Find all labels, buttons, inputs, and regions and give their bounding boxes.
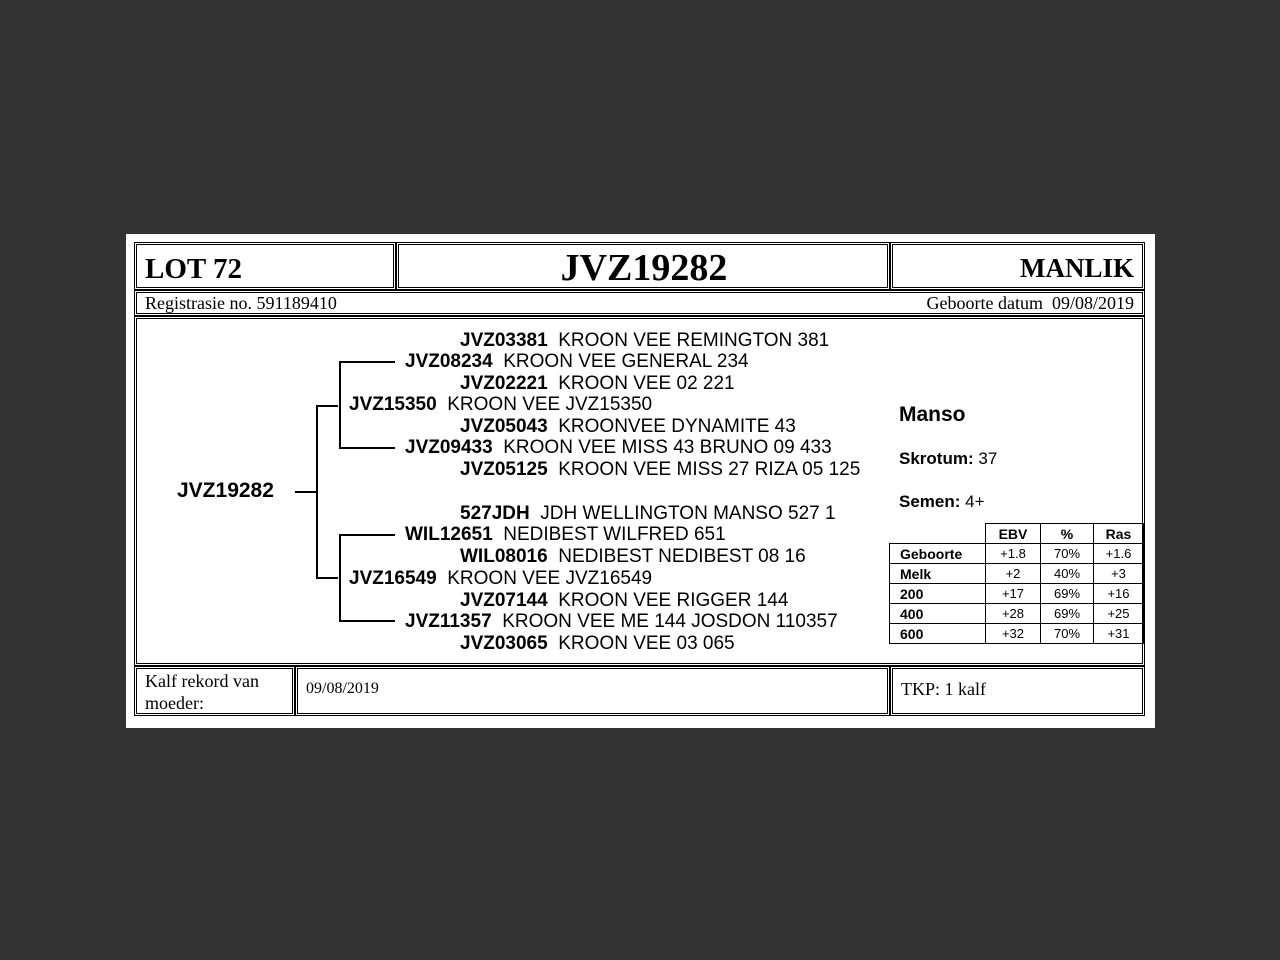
ebv-row-label: 400 xyxy=(890,604,986,624)
ebv-row-label: 600 xyxy=(890,624,986,644)
semen-label: Semen: xyxy=(899,492,961,511)
sire-sire-code: JVZ08234 xyxy=(405,351,493,372)
pedigree-connector xyxy=(316,405,318,579)
pedigree-connector xyxy=(295,491,317,493)
semen-value: 4+ xyxy=(965,492,985,511)
pedigree-sire xyxy=(349,394,652,416)
sire-sire-dam-name: KROON VEE 02 221 xyxy=(558,373,735,394)
birth-date-value: 09/08/2019 xyxy=(1051,293,1134,313)
sire-dam-dam-code: JVZ05125 xyxy=(460,459,548,480)
lot-card xyxy=(126,234,1155,728)
dam-dam-code: JVZ11357 xyxy=(405,611,492,632)
dam-sire-dam-code: WIL08016 xyxy=(460,546,548,567)
ras-header: Ras xyxy=(1094,524,1144,544)
calf-record-date-cell xyxy=(295,666,890,716)
animal-id-cell xyxy=(396,242,890,290)
pedigree-connector xyxy=(339,620,395,622)
dam-dam-dam-code: JVZ03065 xyxy=(460,633,548,654)
dam-sire-code: WIL12651 xyxy=(405,524,493,545)
pedigree-connector xyxy=(316,405,338,407)
ras-value: +16 xyxy=(1094,584,1144,604)
pedigree-dam-dam-dam xyxy=(460,633,735,655)
table-row xyxy=(890,584,1144,604)
pct-value: 69% xyxy=(1041,604,1094,624)
pedigree-sire-dam xyxy=(405,437,832,459)
sire-sire-dam-code: JVZ02221 xyxy=(460,373,548,394)
dam-sire-dam-name: NEDIBEST NEDIBEST 08 16 xyxy=(558,546,806,567)
registration-value: 591189410 xyxy=(256,293,337,313)
dam-dam-sire-code: JVZ07144 xyxy=(460,590,548,611)
ebv-value: +1.8 xyxy=(986,544,1041,564)
pedigree-sire-dam-sire xyxy=(460,416,796,438)
pedigree-connector xyxy=(339,361,341,449)
tkp-cell xyxy=(890,666,1145,716)
dam-sire-sire-name: JDH WELLINGTON MANSO 527 1 xyxy=(540,503,836,524)
tkp-value: TKP: 1 kalf xyxy=(901,679,986,699)
pct-value: 69% xyxy=(1041,584,1094,604)
sire-dam-sire-name: KROONVEE DYNAMITE 43 xyxy=(558,416,796,437)
pedigree-connector xyxy=(339,361,395,363)
pedigree-dam-sire-dam xyxy=(460,546,806,568)
pct-value: 40% xyxy=(1041,564,1094,584)
table-row xyxy=(890,544,1144,564)
animal-sex: MANLIK xyxy=(1020,253,1134,283)
sire-dam-dam-name: KROON VEE MISS 27 RIZA 05 125 xyxy=(558,459,861,480)
table-row xyxy=(890,624,1144,644)
dam-sire-sire-code: 527JDH xyxy=(460,503,530,524)
ebv-row-label: Melk xyxy=(890,564,986,584)
sire-name: KROON VEE JVZ15350 xyxy=(447,394,653,415)
ras-value: +31 xyxy=(1094,624,1144,644)
pedigree-dam-sire-sire xyxy=(460,503,836,525)
sire-sire-sire-name: KROON VEE REMINGTON 381 xyxy=(558,330,830,351)
sire-sire-name: KROON VEE GENERAL 234 xyxy=(503,351,749,372)
pedigree-dam-dam xyxy=(405,611,838,633)
pedigree-connector xyxy=(339,534,395,536)
sex-cell xyxy=(890,242,1145,290)
ebv-row-label: 200 xyxy=(890,584,986,604)
pedigree-dam-dam-sire xyxy=(460,590,788,612)
ras-value: +1.6 xyxy=(1094,544,1144,564)
registration-row xyxy=(134,290,1145,316)
dam-dam-sire-name: KROON VEE RIGGER 144 xyxy=(558,590,789,611)
semen xyxy=(899,492,985,512)
sire-dam-sire-code: JVZ05043 xyxy=(460,416,548,437)
ebv-value: +28 xyxy=(986,604,1041,624)
sire-dam-code: JVZ09433 xyxy=(405,437,493,458)
registration-number xyxy=(145,293,337,314)
pedigree-sire-sire-dam xyxy=(460,373,735,395)
calf-record-date: 09/08/2019 xyxy=(306,680,379,697)
birth-date xyxy=(927,293,1134,314)
skrotum-value: 37 xyxy=(978,449,998,468)
pedigree-sire-sire-sire xyxy=(460,330,829,352)
pedigree-connector xyxy=(339,447,395,449)
pedigree-connector xyxy=(339,534,341,622)
lot-cell xyxy=(134,242,396,290)
registration-label: Registrasie no. xyxy=(145,293,252,313)
sire-code: JVZ15350 xyxy=(349,394,437,415)
dam-code: JVZ16549 xyxy=(349,568,437,589)
pct-value: 70% xyxy=(1041,544,1094,564)
sire-sire-sire-code: JVZ03381 xyxy=(460,330,548,351)
dam-name: KROON VEE JVZ16549 xyxy=(447,568,653,589)
ebv-table xyxy=(889,523,1144,644)
dam-dam-dam-name: KROON VEE 03 065 xyxy=(558,633,735,654)
ebv-value: +32 xyxy=(986,624,1041,644)
ras-value: +3 xyxy=(1094,564,1144,584)
lot-number: LOT 72 xyxy=(145,253,242,285)
ebv-value: +2 xyxy=(986,564,1041,584)
pct-header: % xyxy=(1041,524,1094,544)
ebv-row-label: Geboorte xyxy=(890,544,986,564)
dam-dam-name: KROON VEE ME 144 JOSDON 110357 xyxy=(502,611,838,632)
table-row xyxy=(890,564,1144,584)
sire-dam-name: KROON VEE MISS 43 BRUNO 09 433 xyxy=(503,437,832,458)
ebv-value: +17 xyxy=(986,584,1041,604)
ebv-header-row xyxy=(890,524,1144,544)
breed-line: Manso xyxy=(899,403,966,426)
dam-sire-name: NEDIBEST WILFRED 651 xyxy=(503,524,726,545)
pedigree-animal: JVZ19282 xyxy=(177,479,274,502)
birth-date-label: Geboorte datum xyxy=(926,293,1043,313)
calf-record-label: Kalf rekord van moeder: xyxy=(145,671,259,713)
pedigree-dam xyxy=(349,568,652,590)
pct-value: 70% xyxy=(1041,624,1094,644)
pedigree-connector xyxy=(316,577,338,579)
skrotum xyxy=(899,449,997,469)
pedigree-dam-sire xyxy=(405,524,726,546)
animal-id-title: JVZ19282 xyxy=(560,247,728,289)
calf-record-label-cell xyxy=(134,666,295,716)
skrotum-label: Skrotum: xyxy=(899,449,974,468)
ebv-header: EBV xyxy=(986,524,1041,544)
pedigree-sire-dam-dam xyxy=(460,459,860,481)
table-row xyxy=(890,604,1144,624)
ras-value: +25 xyxy=(1094,604,1144,624)
pedigree-sire-sire xyxy=(405,351,749,373)
